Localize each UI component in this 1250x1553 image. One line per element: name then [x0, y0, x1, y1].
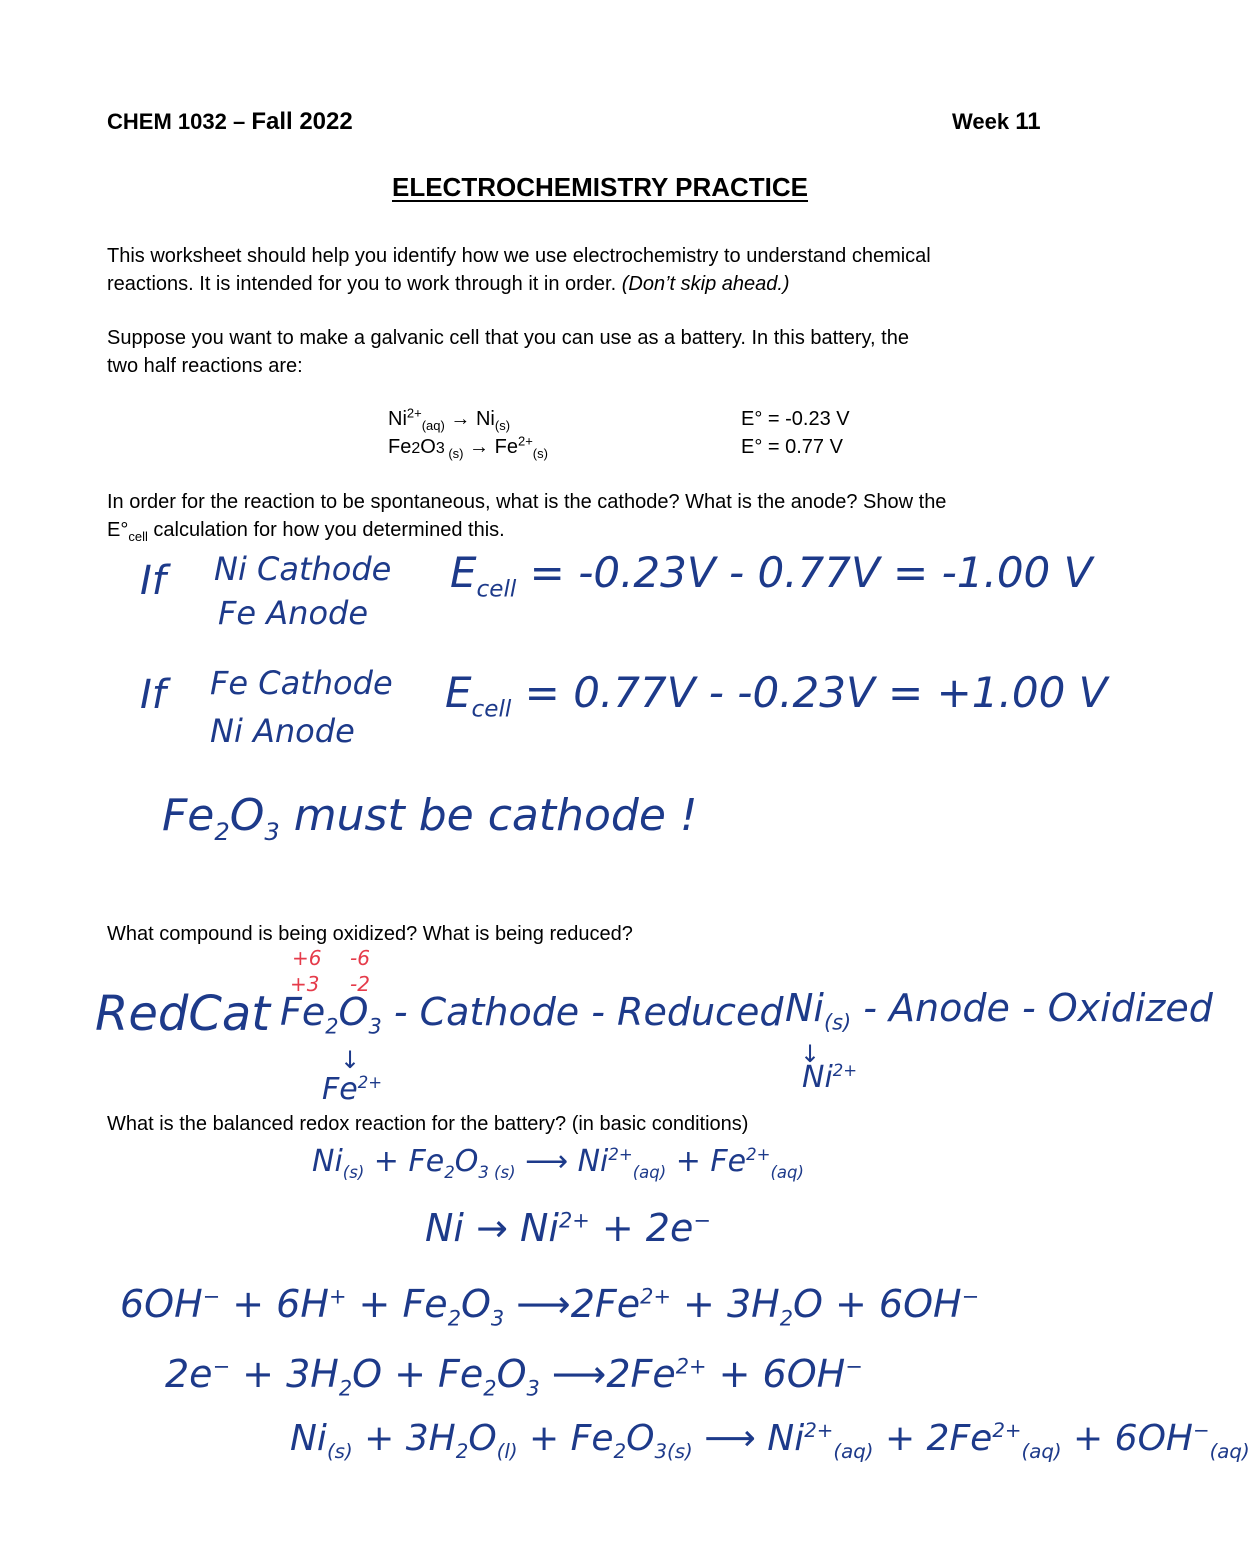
subscript: 3: [490, 1306, 505, 1331]
half-reaction-1: [388, 405, 510, 433]
question-1-line-2: [107, 516, 505, 544]
setup-line-2: two half reactions are:: [107, 355, 303, 377]
subscript: 2: [613, 1440, 627, 1464]
term: O: [460, 1282, 491, 1326]
species: Fe: [494, 436, 518, 458]
hw-if-1: If: [140, 558, 166, 604]
cell-subscript: cell: [471, 696, 512, 723]
state: (s): [823, 1010, 852, 1035]
subscript: 2: [411, 440, 421, 457]
calc: = 0.77V - -0.23V = +1.00 V: [511, 668, 1108, 717]
hw-conclusion: [162, 790, 698, 846]
charge: 2+: [746, 1145, 771, 1164]
term: + Fe: [666, 1144, 747, 1179]
course-header: [107, 108, 353, 136]
state: (s): [342, 1163, 365, 1182]
term: ⟶2Fe: [504, 1282, 641, 1326]
hw-ecell-calc-1: [450, 548, 1093, 603]
cell-subscript: cell: [476, 576, 517, 603]
charge: 2+: [558, 1208, 590, 1233]
hw-if-2: If: [140, 672, 166, 718]
charge: 2+: [517, 433, 533, 449]
term: Ni: [290, 1418, 327, 1459]
hw-redox-line-1: [312, 1144, 804, 1182]
term: Fall 2022: [251, 108, 353, 135]
hw-fe-anode: Fe Anode: [218, 594, 369, 632]
term: + 3H: [230, 1352, 339, 1396]
week-text: Week: [952, 109, 1010, 134]
intro-italic-note: (Don’t skip ahead.): [621, 273, 790, 295]
species: Ni: [475, 408, 495, 430]
species: Fe: [162, 790, 215, 841]
label: - Cathode - Reduced: [381, 990, 784, 1034]
state: (aq): [1209, 1440, 1250, 1464]
week-label: [952, 108, 1041, 136]
hw-ni-oxidized: [785, 986, 1213, 1035]
term: + 6OH: [706, 1352, 846, 1396]
term: + 6H: [220, 1282, 329, 1326]
ox-state-bottom-1: +3: [290, 972, 320, 996]
question-3: What is the balanced redox reaction for the battery? (in basic conditions): [107, 1113, 749, 1135]
subscript: 2: [214, 817, 230, 846]
question-text: calculation for how you determined this.: [147, 519, 505, 541]
half-reaction-2: [388, 433, 548, 463]
species: Ni: [388, 408, 407, 430]
half-reaction-1-potential: E° = -0.23 V: [741, 408, 850, 430]
state: (aq): [1021, 1440, 1062, 1464]
term: Ni: [312, 1144, 343, 1179]
e-symbol: E: [450, 548, 477, 597]
term: + 2e: [589, 1206, 694, 1250]
hw-fe2plus: [322, 1072, 382, 1107]
species: Ni: [785, 986, 824, 1030]
hw-ecell-calc-2: [445, 668, 1108, 723]
subscript: 3: [435, 440, 445, 457]
hw-ni-anode: Ni Anode: [210, 712, 355, 750]
charge: 2+: [832, 1061, 858, 1080]
hw-redox-line-3: [120, 1282, 980, 1331]
term: + 6OH: [1061, 1418, 1193, 1459]
term: O: [454, 1144, 479, 1179]
term: ⟶ Ni: [515, 1144, 609, 1179]
subscript: 2: [338, 1376, 353, 1401]
state: (aq): [421, 418, 445, 433]
charge: 2+: [804, 1419, 834, 1442]
subscript: 3: [264, 817, 280, 846]
hw-redox-line-4: [165, 1352, 863, 1401]
arrow: →: [463, 436, 495, 458]
ox-state-top-1: +6: [292, 946, 322, 970]
subscript: 3 (s): [478, 1163, 516, 1182]
hw-ni2plus: [802, 1060, 857, 1095]
term: 2e: [165, 1352, 213, 1396]
subscript: 2: [447, 1306, 461, 1331]
term: + 3H: [352, 1418, 456, 1459]
term: + 2Fe: [873, 1418, 993, 1459]
charge: 2+: [640, 1284, 671, 1309]
species: Fe: [388, 436, 412, 458]
charge: 2+: [406, 405, 422, 421]
charge: +: [328, 1284, 347, 1309]
arrow: →: [444, 408, 476, 430]
subscript: 2: [325, 1014, 339, 1039]
subscript: 2: [779, 1306, 794, 1331]
ox-state-top-2: -6: [350, 946, 370, 970]
question-2: What compound is being oxidized? What is being reduced?: [107, 923, 633, 945]
charge: −: [1192, 1419, 1210, 1442]
subscript: 2: [455, 1440, 469, 1464]
intro-line-1: This worksheet should help you identify how we use electrochemistry to understand chemical: [107, 245, 931, 267]
e-symbol: E: [445, 668, 472, 717]
charge: −: [961, 1284, 980, 1309]
hw-arrow-down-1: ↓: [340, 1046, 361, 1074]
state: (s): [532, 446, 548, 461]
calc: = -0.23V - 0.77V = -1.00 V: [516, 548, 1093, 597]
term: O: [626, 1418, 655, 1459]
week-number: 11: [1015, 108, 1041, 135]
term: ⟶2Fe: [539, 1352, 676, 1396]
charge: 2+: [992, 1419, 1022, 1442]
hw-arrow-down-2: ↓: [800, 1040, 821, 1068]
hw-redox-line-5: [290, 1418, 1250, 1464]
hw-fe2o3-reduced: [280, 990, 784, 1039]
charge: 2+: [608, 1145, 633, 1164]
e-symbol: E°: [107, 519, 129, 541]
species: Ni: [802, 1060, 833, 1095]
term: Ni → Ni: [425, 1206, 559, 1250]
term: ⟶ Ni: [692, 1418, 805, 1459]
hw-redox-line-2: [425, 1206, 711, 1250]
state: (s): [444, 446, 464, 461]
species: Fe: [280, 990, 326, 1034]
subscript: 2: [444, 1163, 455, 1182]
ox-state-bottom-2: -2: [350, 972, 370, 996]
term: + 3H: [670, 1282, 780, 1326]
state: (aq): [770, 1163, 804, 1182]
state: (aq): [632, 1163, 667, 1182]
charge: 2+: [357, 1073, 383, 1092]
term: + Fe: [346, 1282, 448, 1326]
hw-redcat: RedCat: [95, 986, 271, 1042]
charge: −: [845, 1354, 863, 1379]
term: 6OH: [120, 1282, 203, 1326]
species: O: [420, 436, 436, 458]
state: (s): [326, 1440, 353, 1464]
state: (l): [496, 1440, 518, 1464]
subscript: 2: [483, 1376, 497, 1401]
subscript: 3: [526, 1376, 540, 1401]
state: (s): [494, 418, 511, 433]
setup-line-1: Suppose you want to make a galvanic cell that you can use as a battery. In this battery, the: [107, 327, 909, 349]
label: - Anode - Oxidized: [851, 986, 1213, 1030]
subscript: 3: [368, 1014, 382, 1039]
charge: 2+: [675, 1354, 707, 1379]
intro-line-2-text: reactions. It is intended for you to work through it in order.: [107, 273, 622, 295]
charge: −: [693, 1208, 711, 1233]
hw-ni-cathode: Ni Cathode: [214, 550, 392, 588]
term: O + 6OH: [793, 1282, 962, 1326]
state: 3(s): [654, 1440, 693, 1464]
state: (aq): [833, 1440, 874, 1464]
species: Fe: [322, 1072, 358, 1107]
charge: −: [212, 1354, 231, 1379]
term: O + Fe: [352, 1352, 484, 1396]
species: O: [338, 990, 369, 1034]
half-reaction-2-potential: E° = 0.77 V: [741, 436, 843, 458]
species: O: [229, 790, 265, 841]
hw-fe-cathode: Fe Cathode: [210, 664, 393, 702]
page-title: ELECTROCHEMISTRY PRACTICE: [391, 172, 809, 202]
conclusion-text: must be cathode !: [279, 790, 698, 841]
charge: −: [202, 1284, 221, 1309]
term: O: [496, 1352, 527, 1396]
course-code: CHEM 1032 –: [107, 109, 246, 134]
term: + Fe: [364, 1144, 445, 1179]
intro-line-2: [107, 270, 790, 298]
term: O: [468, 1418, 497, 1459]
question-1-line-1: In order for the reaction to be spontaneous, what is the cathode? What is the anode? Show the: [107, 491, 947, 513]
term: + Fe: [517, 1418, 614, 1459]
cell-subscript: cell: [128, 529, 148, 544]
